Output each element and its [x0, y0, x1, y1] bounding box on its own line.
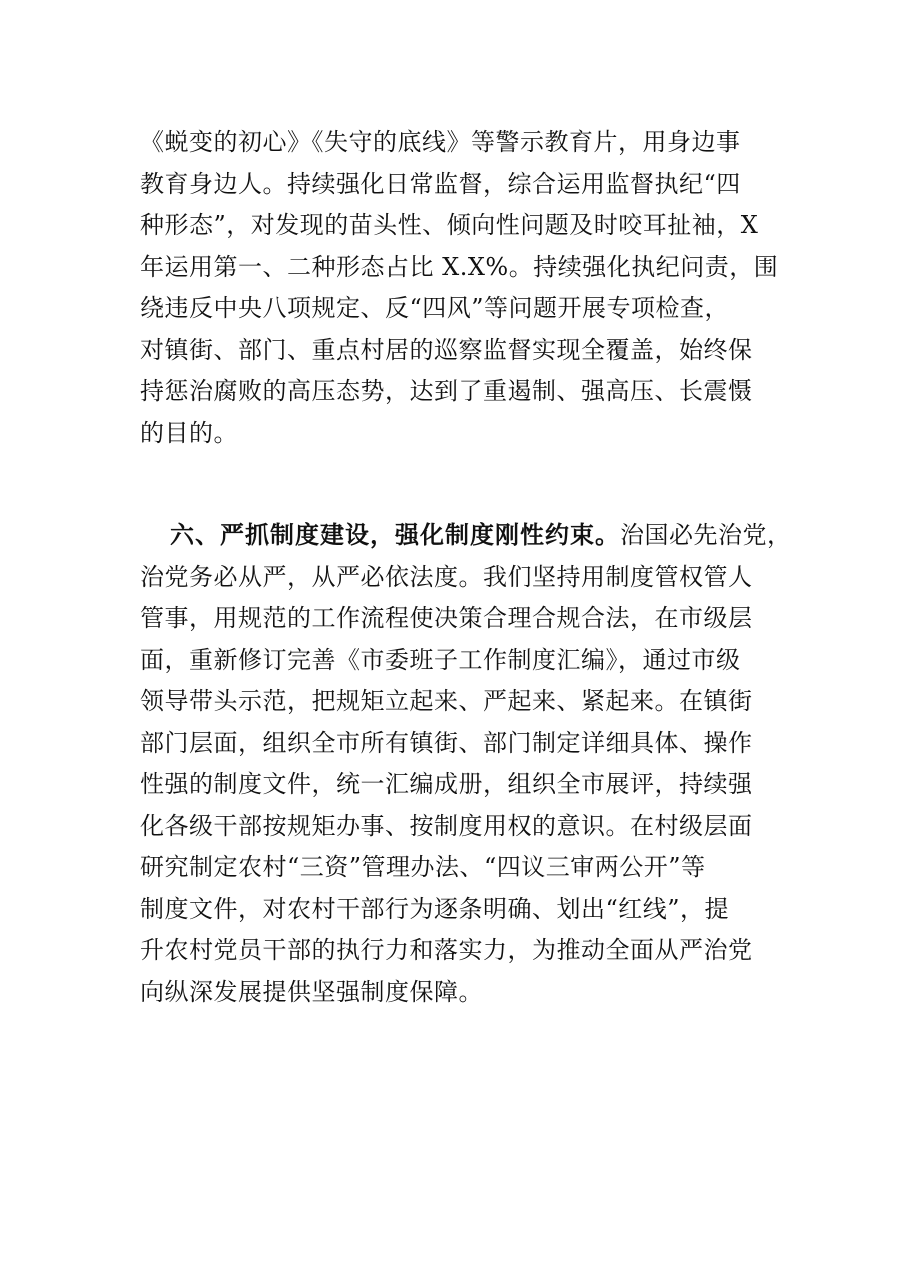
text-line: 管事，用规范的工作流程使决策合理合规合法，在市级层	[140, 604, 753, 632]
text-line: 绕违反中央八项规定、反“四风”等问题开展专项检查，	[140, 294, 730, 322]
text-line: 研究制定农村“三资”管理办法、“四议三审两公开”等	[140, 853, 706, 881]
text-line: 教育身边人。持续强化日常监督，综合运用监督执纪“四	[140, 169, 741, 198]
text-line: 制度文件，对农村干部行为逐条明确、划出“红线”，提	[140, 894, 730, 923]
section-heading: 六、严抓制度建设，强化制度刚性约束。	[170, 521, 620, 549]
text-line: 升农村党员干部的执行力和落实力，为推动全面从严治党	[140, 936, 753, 964]
paragraph-supervision	[140, 122, 780, 454]
text-line: 向纵深发展提供坚强制度保障。	[140, 977, 483, 1006]
text-line: 治党务必从严，从严必依法度。我们坚持用制度管权管人	[140, 562, 753, 591]
text-line: 化各级干部按规矩办事、按制度用权的意识。在村级层面	[140, 811, 753, 840]
text-line: 领导带头示范，把规矩立起来、严起来、紧起来。在镇街	[140, 687, 753, 715]
text-line: 《蜕变的初心》《失守的底线》等警示教育片，用身边事	[140, 128, 741, 156]
text-line: 性强的制度文件，统一汇编成册，组织全市展评，持续强	[140, 770, 753, 798]
first-line	[140, 515, 792, 557]
text-line: 面，重新修订完善《市委班子工作制度汇编》，通过市级	[140, 645, 741, 674]
text-line: 的目的。	[140, 418, 238, 447]
first-line-rest: 治国必先治党，	[620, 521, 792, 549]
paragraph-institution-building	[140, 515, 792, 1013]
text-line: 部门层面，组织全市所有镇街、部门制定详细具体、操作	[140, 728, 753, 757]
text-line: 年运用第一、二种形态占比 X.X%。持续强化执纪问责，围	[140, 252, 779, 281]
text-line: 种形态”，对发现的苗头性、倾向性问题及时咬耳扯袖，X	[140, 211, 759, 239]
text-line: 对镇街、部门、重点村居的巡察监督实现全覆盖，始终保	[140, 335, 753, 364]
text-line: 持惩治腐败的高压态势，达到了重遏制、强高压、长震慑	[140, 377, 753, 405]
